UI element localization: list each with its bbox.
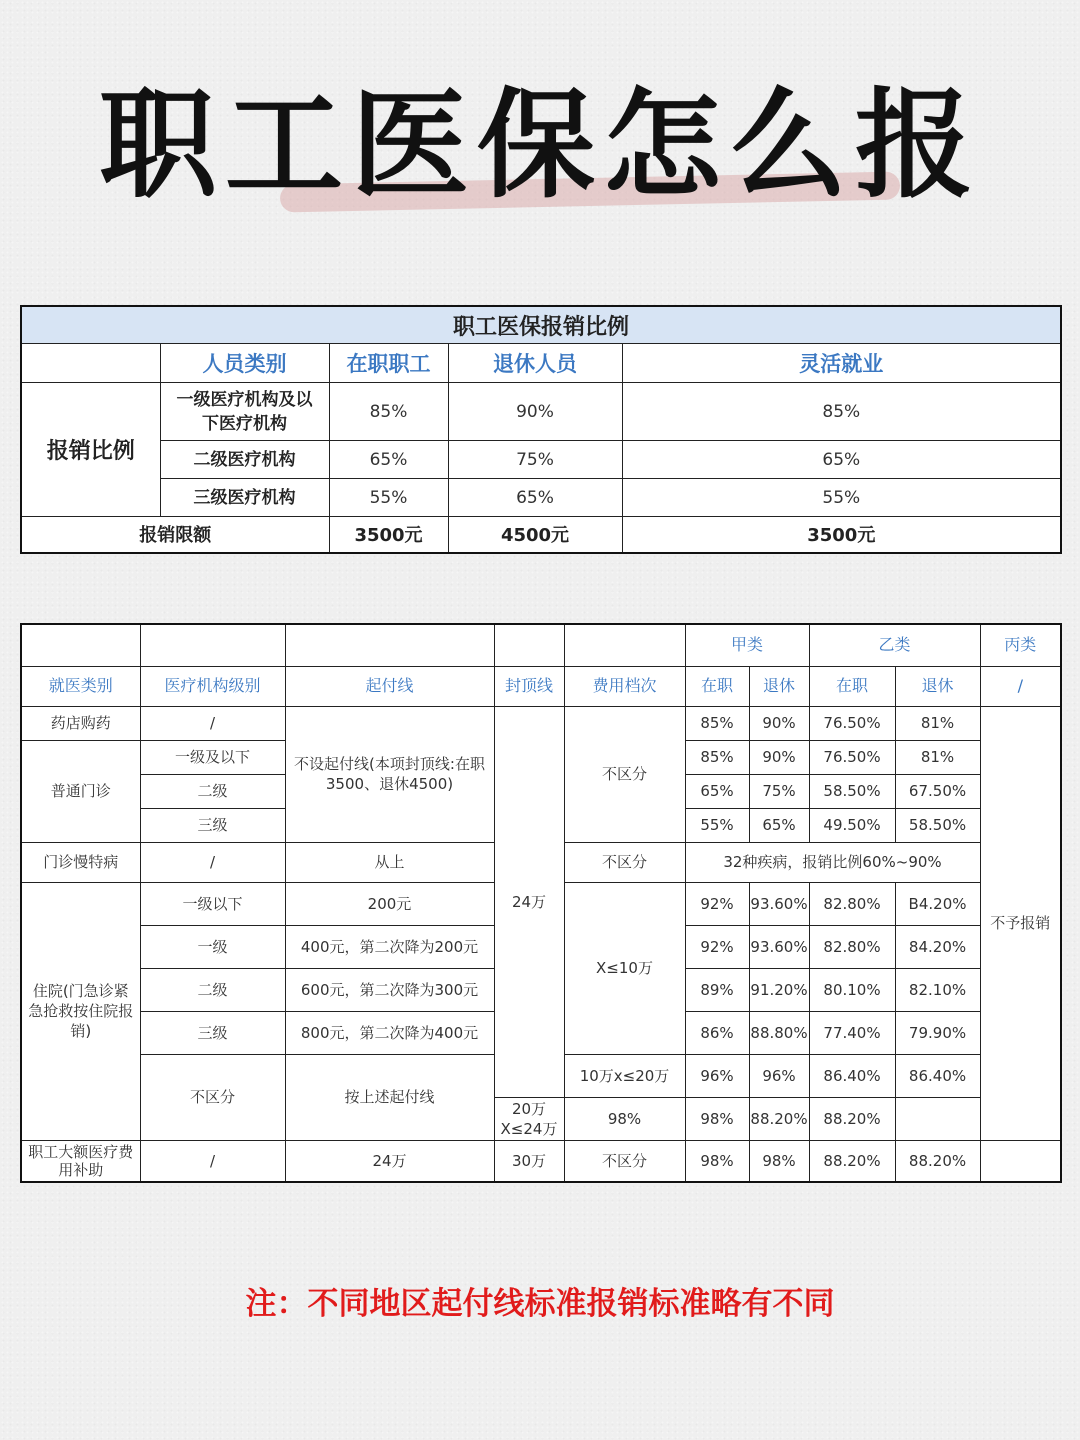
cell-value: 98% [685, 1140, 749, 1182]
cell-value: 91.20% [749, 968, 809, 1011]
cell-value: 82.80% [809, 925, 895, 968]
cell-value: 55% [622, 479, 1061, 517]
category-inpatient: 住院(门急诊紧急抢救按住院报销) [21, 882, 140, 1140]
cell-value: 79.90% [895, 1011, 980, 1054]
deductible-cell: 24万 [285, 1140, 494, 1182]
deductible-cell: 按上述起付线 [285, 1054, 494, 1140]
reimbursement-ratio-table [20, 305, 1062, 554]
header-retired: 退休人员 [448, 344, 622, 383]
cell-value: 55% [685, 808, 749, 842]
chronic-note: 32种疾病，报销比例60%~90% [685, 842, 980, 882]
footer-note: 注：不同地区起付线标准报销标准略有不同 [245, 1286, 835, 1322]
cell-value: 75% [448, 441, 622, 479]
cell-value: 58.50% [895, 808, 980, 842]
cell-value: 88.20% [749, 1097, 809, 1140]
deductible-cell: 800元，第二次降为400元 [285, 1011, 494, 1054]
deductible-cell: 200元 [285, 882, 494, 925]
cell-value: 76.50% [809, 740, 895, 774]
tier-inpatient-main: X≤10万 [564, 882, 685, 1054]
page-title: 职工医保怎么报 [98, 76, 981, 214]
cell-value: 88.80% [749, 1011, 809, 1054]
cell-value: 98% [749, 1140, 809, 1182]
empty-cell [140, 624, 285, 666]
deductible-outpatient: 不设起付线(本项封顶线:在职3500、退休4500) [285, 706, 494, 842]
empty-cell [285, 624, 494, 666]
cap-shared: 24万 [494, 706, 564, 1097]
limit-value: 3500元 [622, 517, 1061, 553]
tier-cell: 10万x≤20万 [564, 1054, 685, 1097]
limit-value: 4500元 [448, 517, 622, 553]
level-cell: / [140, 842, 285, 882]
header-category: 就医类别 [21, 666, 140, 706]
group-header-yi: 乙类 [809, 624, 980, 666]
cell-value: 55% [329, 479, 448, 517]
header-jia-retired: 退休 [749, 666, 809, 706]
cell-value: 98% [685, 1097, 749, 1140]
cell-value: 96% [685, 1054, 749, 1097]
header-deductible: 起付线 [285, 666, 494, 706]
empty-cell [564, 624, 685, 666]
cell-value: 76.50% [809, 706, 895, 740]
header-flexible: 灵活就业 [622, 344, 1061, 383]
level-cell: 一级及以下 [140, 740, 285, 774]
reimbursement-detail-table [20, 623, 1062, 1183]
cell-value: 81% [895, 740, 980, 774]
header-bing-slash: / [980, 666, 1061, 706]
cell-value: 65% [448, 479, 622, 517]
cell-value: 89% [685, 968, 749, 1011]
cell-value: 88.20% [895, 1140, 980, 1182]
cell-value: 80.10% [809, 968, 895, 1011]
level-cell: 一级以下 [140, 882, 285, 925]
cell-value: 93.60% [749, 882, 809, 925]
cell-value: 85% [622, 383, 1061, 441]
deductible-chronic: 从上 [285, 842, 494, 882]
header-jia-employed: 在职 [685, 666, 749, 706]
group-header-jia: 甲类 [685, 624, 809, 666]
cell-value: 65% [622, 441, 1061, 479]
institution-level3: 三级医疗机构 [160, 479, 329, 517]
cell-value: 85% [685, 740, 749, 774]
header-employed: 在职职工 [329, 344, 448, 383]
cell-value: 93.60% [749, 925, 809, 968]
level-cell: 一级 [140, 925, 285, 968]
cell-value: 77.40% [809, 1011, 895, 1054]
header-yi-retired: 退休 [895, 666, 980, 706]
cell-value: B4.20% [895, 882, 980, 925]
limit-label: 报销限额 [21, 517, 329, 553]
cell-value: 86% [685, 1011, 749, 1054]
tier-chronic: 不区分 [564, 842, 685, 882]
row-header-ratio: 报销比例 [21, 383, 160, 517]
deductible-cell: 600元，第二次降为300元 [285, 968, 494, 1011]
cell-value: 85% [685, 706, 749, 740]
cell-value: 65% [749, 808, 809, 842]
level-cell: 二级 [140, 968, 285, 1011]
cell-value: 90% [749, 740, 809, 774]
category-outpatient: 普通门诊 [21, 740, 140, 842]
institution-level2: 二级医疗机构 [160, 441, 329, 479]
cell-value: 98% [564, 1097, 685, 1140]
cell-value: 84.20% [895, 925, 980, 968]
cell-value: 65% [685, 774, 749, 808]
deductible-cell: 400元，第二次降为200元 [285, 925, 494, 968]
cell-value: 88.20% [809, 1140, 895, 1182]
cell-value: 58.50% [809, 774, 895, 808]
level-cell: 三级 [140, 1011, 285, 1054]
group-header-bing: 丙类 [980, 624, 1061, 666]
title-area [0, 70, 1080, 220]
cell-value: 90% [448, 383, 622, 441]
table1-title: 职工医保报销比例 [21, 306, 1061, 344]
cell-value: 82.80% [809, 882, 895, 925]
limit-value: 3500元 [329, 517, 448, 553]
header-level: 医疗机构级别 [140, 666, 285, 706]
cell-value: 96% [749, 1054, 809, 1097]
tier-outpatient: 不区分 [564, 706, 685, 842]
category-chronic: 门诊慢特病 [21, 842, 140, 882]
tier-cell: 20万X≤24万 [494, 1097, 564, 1140]
header-cap: 封顶线 [494, 666, 564, 706]
cell-value: 67.50% [895, 774, 980, 808]
category-large-subsidy: 职工大额医疗费用补助 [21, 1140, 140, 1182]
cell-value: 86.40% [809, 1054, 895, 1097]
empty-cell [21, 624, 140, 666]
cell-value: 65% [329, 441, 448, 479]
table1-corner [21, 344, 160, 383]
cell-value: 85% [329, 383, 448, 441]
tier-cell: 不区分 [564, 1140, 685, 1182]
level-cell: / [140, 706, 285, 740]
cell-value: 86.40% [895, 1054, 980, 1097]
cell-value: 82.10% [895, 968, 980, 1011]
level-cell: 二级 [140, 774, 285, 808]
level-cell: / [140, 1140, 285, 1182]
institution-level1: 一级医疗机构及以下医疗机构 [160, 383, 329, 441]
cell-value: 92% [685, 925, 749, 968]
header-tier: 费用档次 [564, 666, 685, 706]
header-yi-employed: 在职 [809, 666, 895, 706]
empty-cell [494, 624, 564, 666]
bing-not-reimbursed: 不予报销 [980, 706, 1061, 1140]
level-cell: 三级 [140, 808, 285, 842]
cell-value: 90% [749, 706, 809, 740]
level-cell: 不区分 [140, 1054, 285, 1140]
cap-large: 30万 [494, 1140, 564, 1182]
cell-value: 81% [895, 706, 980, 740]
cell-value: 88.20% [809, 1097, 895, 1140]
cell-value: 75% [749, 774, 809, 808]
header-person-type: 人员类别 [160, 344, 329, 383]
cell-value: 49.50% [809, 808, 895, 842]
cell-value: 92% [685, 882, 749, 925]
category-pharmacy: 药店购药 [21, 706, 140, 740]
